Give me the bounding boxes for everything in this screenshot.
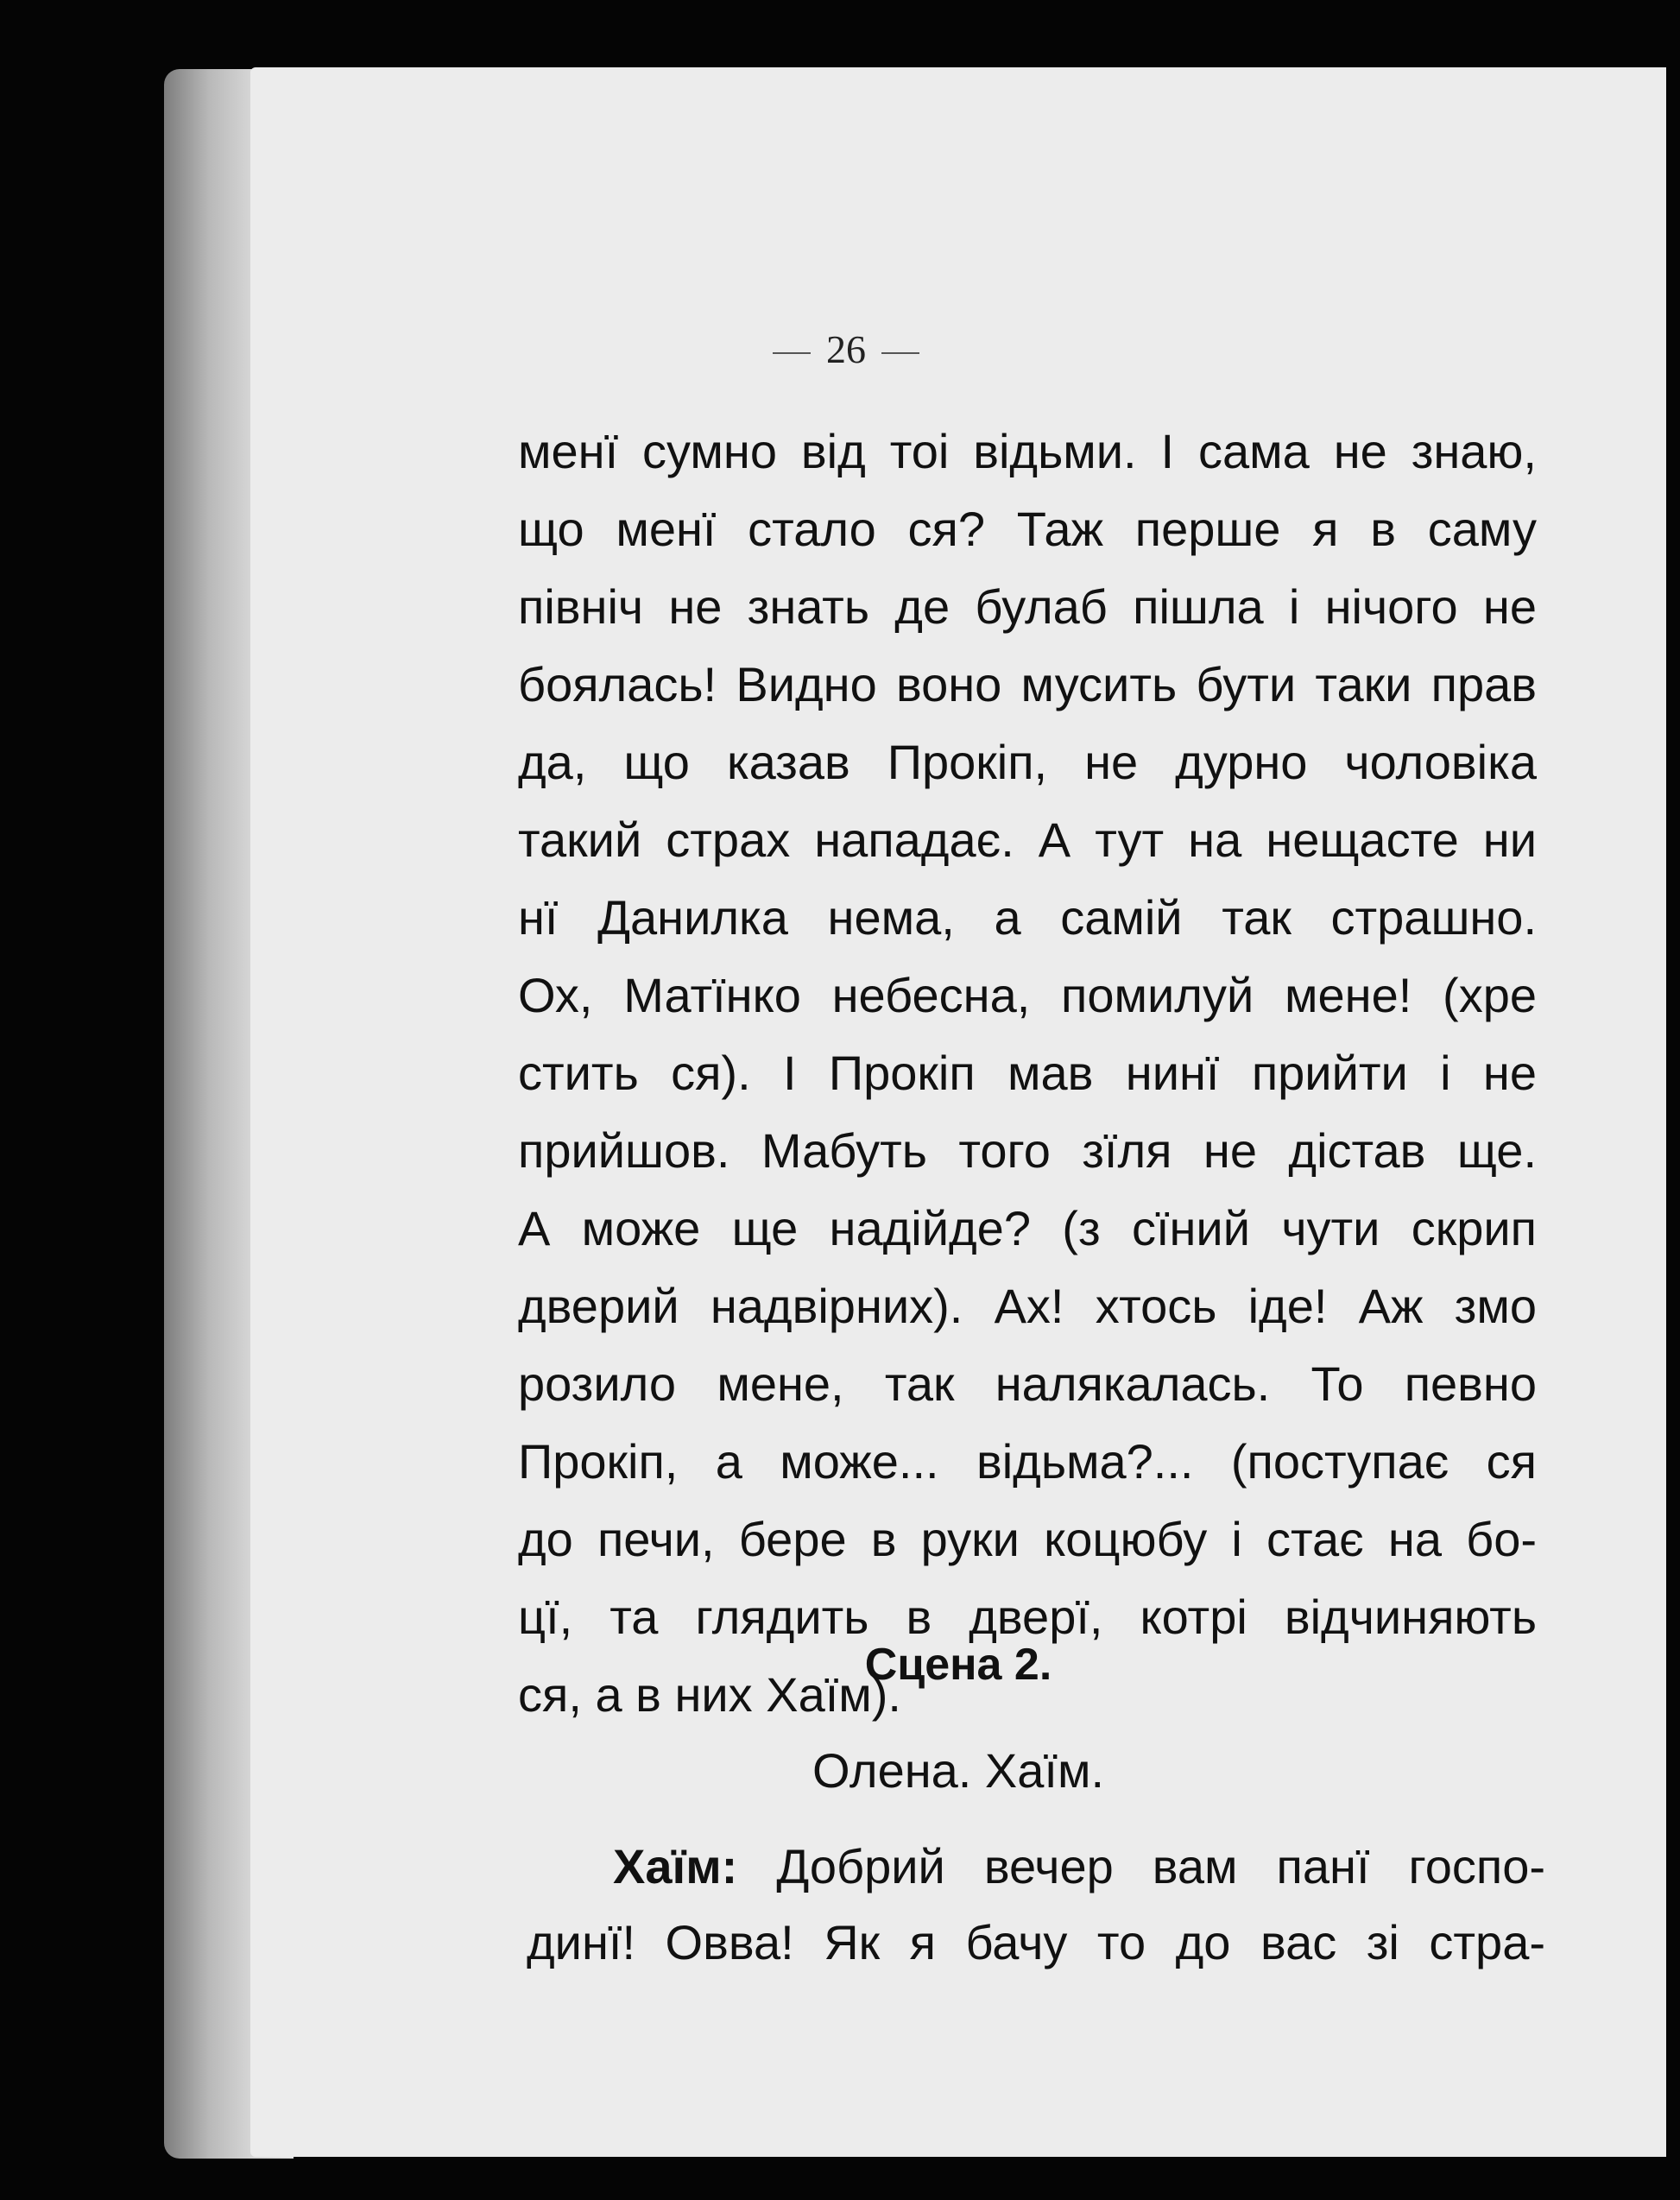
body-line: менї сумно від тоі відьми. І сама не знаю,: [518, 424, 1537, 478]
body-line: Прокіп, а може... відьма?... (поступає ся: [518, 1434, 1537, 1489]
speaker-name: Хаїм:: [613, 1839, 738, 1893]
dialogue-block: [527, 1829, 1545, 1981]
page-number-text: 26: [826, 327, 866, 371]
body-line: прийшов. Мабуть того зїля не дістав ще.: [518, 1123, 1537, 1178]
body-line: боялась! Видно воно мусить бути таки прав: [518, 657, 1537, 711]
page-number-dash-left: [773, 352, 811, 354]
dialogue-line: динї! Овва! Як я бачу то до вас зі стра-: [527, 1915, 1545, 1969]
body-line: Ох, Матїнко небесна, помилуй мене! (хре: [518, 968, 1537, 1022]
body-line: розило мене, так налякалась. То певно: [518, 1356, 1537, 1411]
scene-characters: Олена. Хаїм.: [812, 1743, 1105, 1798]
scene-heading: Сцена 2.: [864, 1640, 1052, 1690]
page-number: [250, 326, 1442, 372]
body-line: північ не знать де булаб пішла і нічого не: [518, 579, 1537, 634]
body-line: ся, а в них Хаїм).: [518, 1667, 901, 1722]
body-line: А може ще надійде? (з сїний чути скрип: [518, 1201, 1537, 1255]
dialogue-line: [527, 1829, 1545, 1905]
body-line: дверий надвірних). Ах! хтось іде! Аж змо: [518, 1279, 1537, 1333]
body-line: да, що казав Прокіп, не дурно чоловіка: [518, 735, 1537, 789]
body-line: стить ся). І Прокіп мав нинї прийти і не: [518, 1046, 1537, 1100]
body-text: [518, 413, 1537, 1734]
body-line: цї, та глядить в дверї, котрі відчиняють: [518, 1590, 1537, 1644]
body-line: нї Данилка нема, а самій так страшно.: [518, 890, 1537, 945]
page-number-dash-right: [881, 352, 919, 354]
book-page: [250, 67, 1666, 2157]
body-line: що менї стало ся? Таж перше я в саму: [518, 502, 1537, 556]
body-line: до печи, бере в руки коцюбу і стає на бо-: [518, 1512, 1537, 1566]
dialogue-text: Добрий вечер вам панї госпо-: [776, 1839, 1545, 1893]
body-line: такий страх нападає. А тут на нещасте ни: [518, 812, 1537, 867]
